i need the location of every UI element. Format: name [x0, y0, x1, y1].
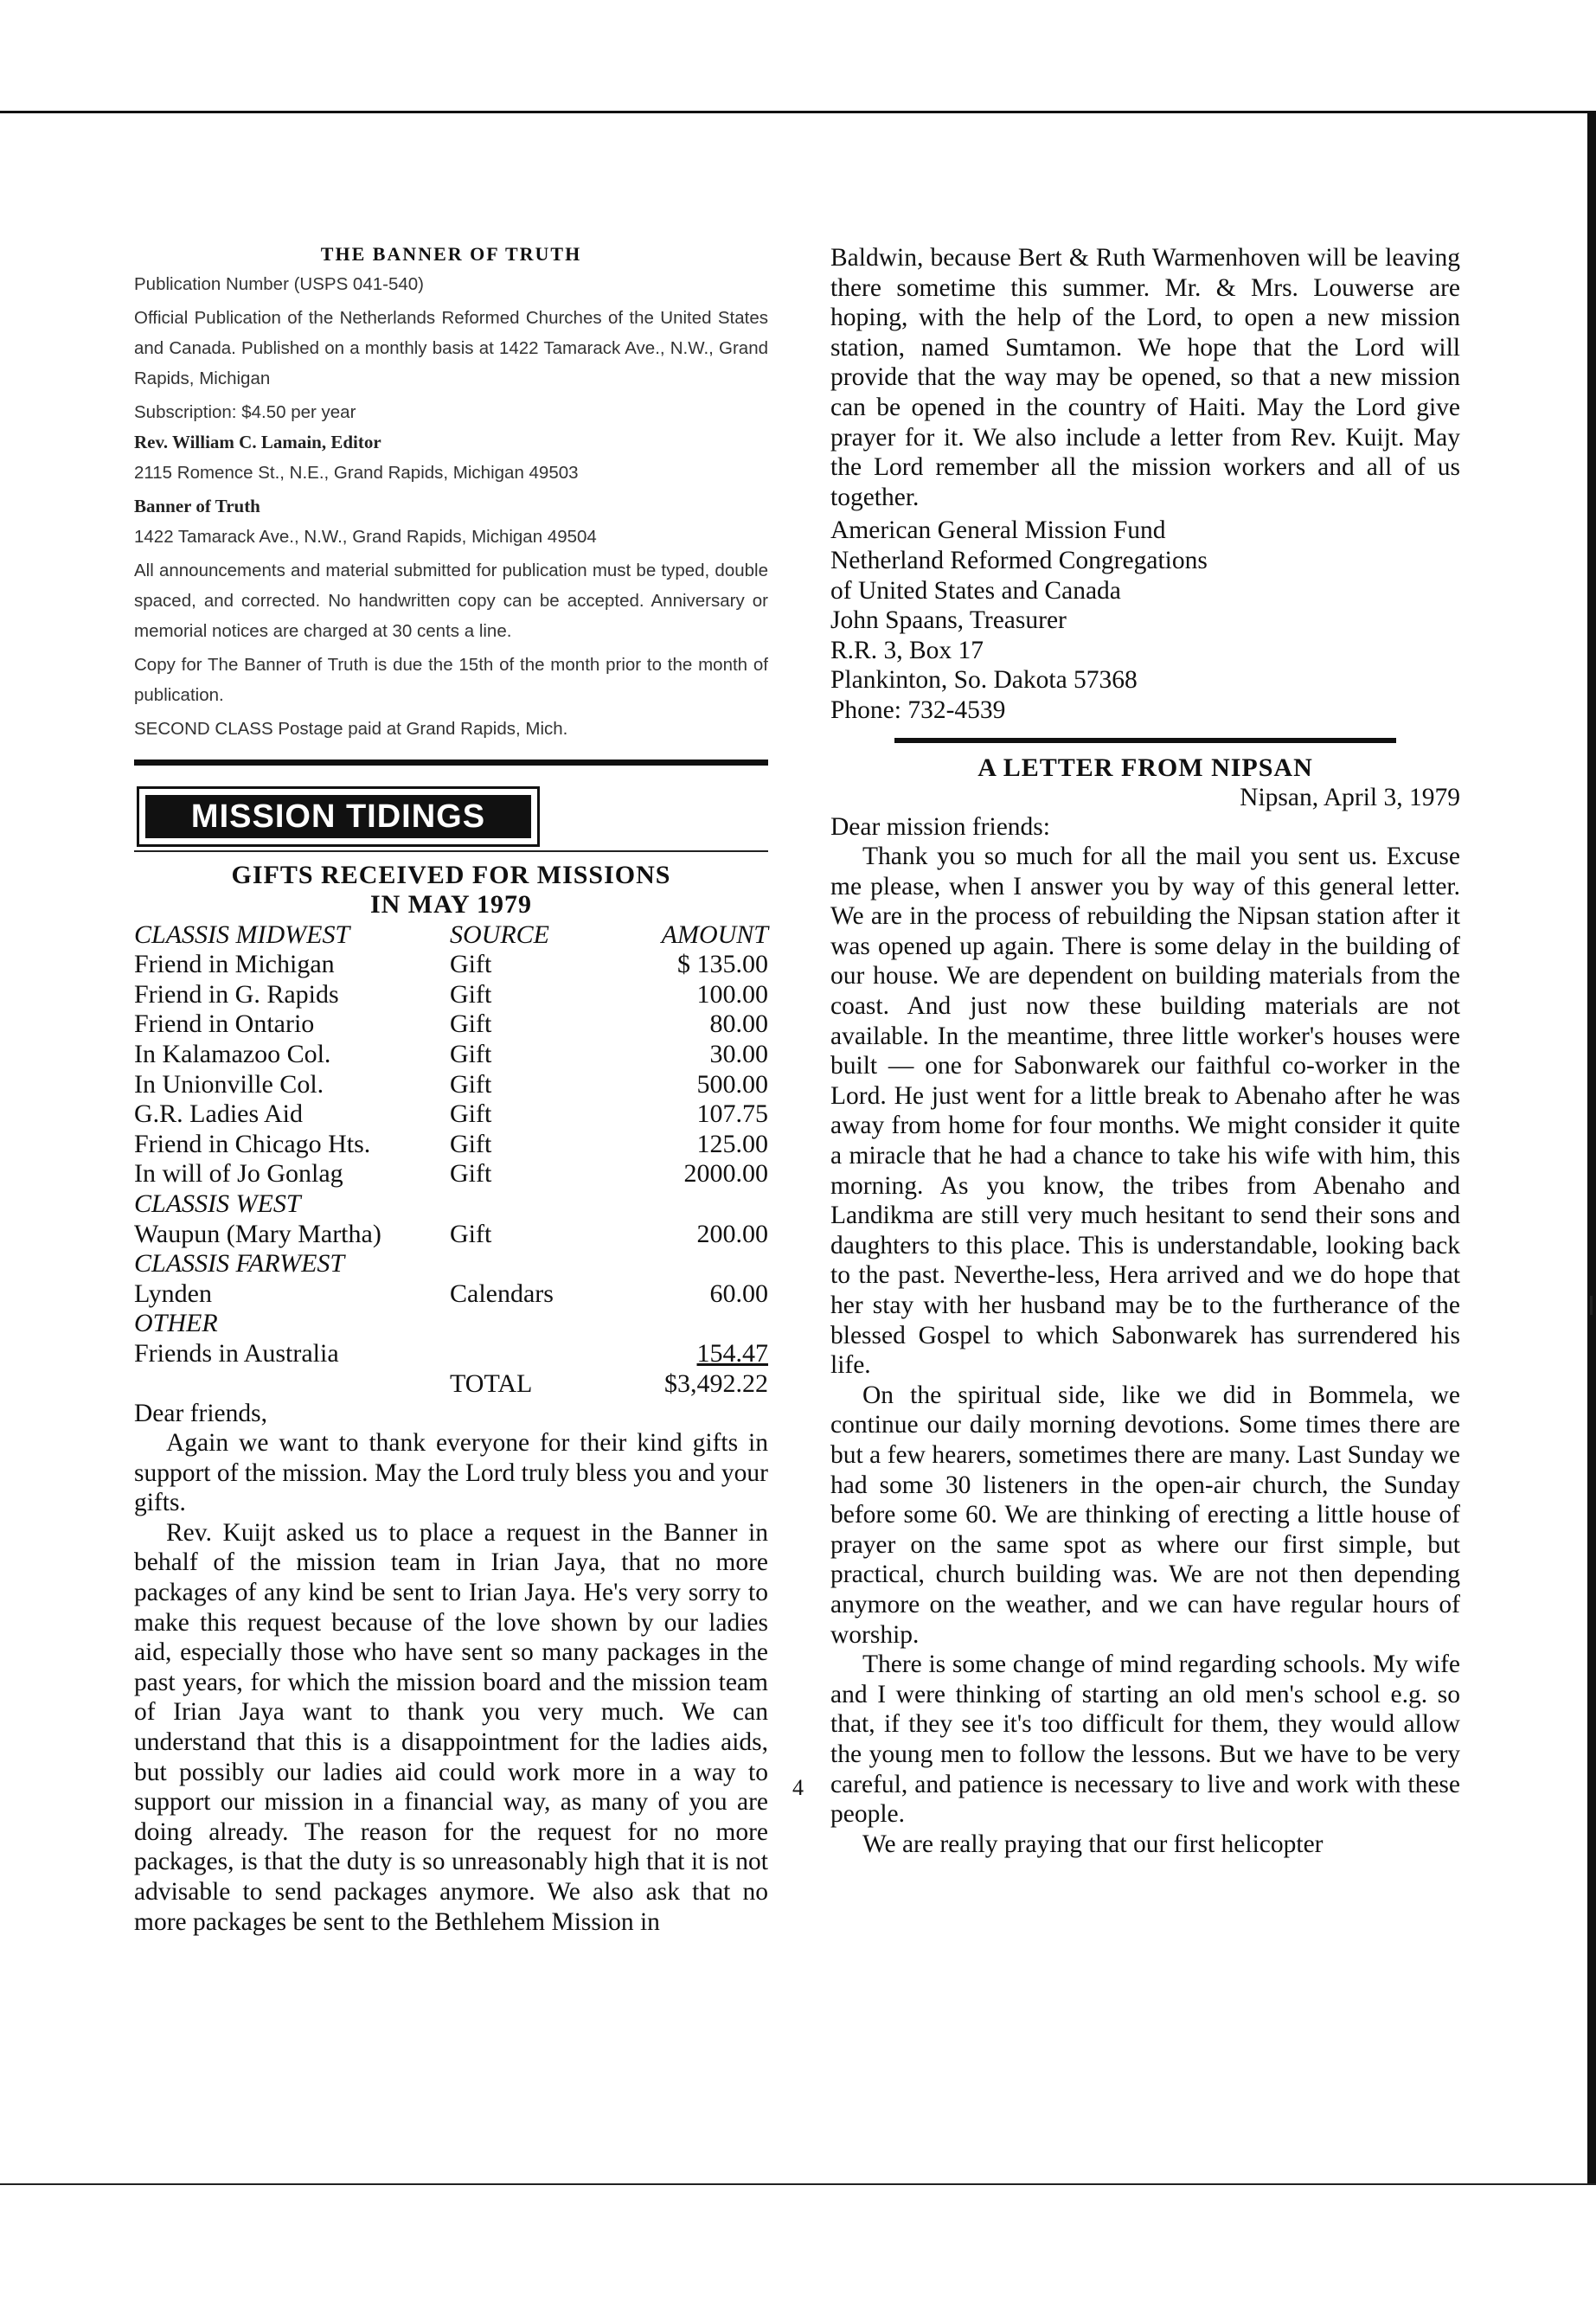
bottom-rule — [0, 2183, 1596, 2185]
gifts-table — [134, 920, 768, 1399]
top-rule — [0, 111, 1596, 113]
right-continuation — [830, 243, 1460, 512]
table-header-row — [134, 920, 768, 950]
address-line: R.R. 3, Box 17 — [830, 636, 984, 664]
address-line: John Spaans, Treasurer — [830, 606, 1067, 635]
table-row: Friend in G. Rapids Gift 100.00 — [134, 979, 768, 1009]
paragraph: We are really praying that our first helicopter — [862, 1830, 1324, 1858]
continuation-paragraph: Baldwin, because Bert & Ruth Warmenhoven will be leaving there sometime this summer. Mr. & Mrs. Louwerse are hoping, with the help of the Lord, to open a new mission station, named Sumtamon. We hope that the Lord will provide that the way may be opened, so that a new mission can be opened in the country of Haiti. May the Lord give prayer for it. We also include a letter from Rev. Kuijt. May the Lord remember all the mission workers and all of us together. — [830, 244, 1460, 511]
masthead-title: THE BANNER OF TRUTH — [320, 243, 582, 265]
table-row: In Unionville Col. Gift 500.00 — [134, 1069, 768, 1099]
postage-notice: SECOND CLASS Postage paid at Grand Rapids, Mich. — [134, 719, 568, 739]
classis-west-label: CLASSIS WEST — [134, 1189, 301, 1218]
total-label: TOTAL — [450, 1368, 533, 1398]
org-address: 1422 Tamarack Ave., N.W., Grand Rapids, Michigan 49504 — [134, 527, 597, 547]
address-line: American General Mission Fund — [830, 516, 1166, 545]
total-amount: $3,492.22 — [664, 1368, 768, 1398]
right-edge-bar — [1587, 111, 1596, 2183]
left-column — [134, 239, 768, 1937]
copy-due-notice: Copy for The Banner of Truth is due the 15th of the month prior to the month of publication. — [134, 655, 768, 705]
banner-rule — [134, 850, 768, 852]
page-number: 4 — [792, 1775, 804, 1800]
nipsan-letter-body — [830, 812, 1460, 1860]
paragraph: Thank you so much for all the mail you sent us. Excuse me please, when I answer you by way of this general letter. We are in the process of rebuilding the Nipsan station after it was opened up again. There is some delay in the building of our house. We are dependent on building materials from the coast. And just now these building materials are not available. In the meantime, three little worker's houses were built — one for Sabonwarek our faithful co-worker in the Lord. He just went for a little break to Abenaho after he was away from home for four months. We might consider it quite a miracle that he had a chance to take his wife with him, this morning. As you know, the tribes from Abenaho and Landikma are still very much hesitant to send their sons and daughters to this place. This is understandable, looking back to the past. Neverthe-less, Hera arrived and we do hope that her stay with her husband may be to the furtherance of the blessed Gospel to which Sabonwarek has surrendered his life. — [830, 843, 1460, 1380]
col-source: SOURCE — [450, 920, 549, 949]
table-row: Friend in Chicago Hts. Gift 125.00 — [134, 1129, 768, 1158]
banner-title: MISSION TIDINGS — [145, 795, 531, 838]
right-column — [830, 243, 1460, 1859]
greeting: Dear friends, — [134, 1399, 267, 1427]
publication-number: Publication Number (USPS 041-540) — [134, 274, 424, 294]
other-label: OTHER — [134, 1309, 218, 1338]
table-row: Waupun (Mary Martha) Gift 200.00 — [134, 1219, 768, 1248]
org-name: Banner of Truth — [134, 496, 260, 516]
gifts-heading-line1: GIFTS RECEIVED FOR MISSIONS — [231, 861, 671, 889]
section-banner — [134, 786, 768, 845]
table-row: Lynden Calendars 60.00 — [134, 1279, 768, 1308]
table-row: Friend in Ontario Gift 80.00 — [134, 1009, 768, 1039]
fund-address — [830, 516, 1460, 725]
table-row: Friends in Australia 154.47 — [134, 1338, 768, 1368]
gifts-heading — [134, 861, 768, 920]
left-letter-body — [134, 1399, 768, 1938]
banner-frame — [137, 786, 540, 847]
announcements-notice: All announcements and material submitted for publication must be typed, double spaced, and corrected. No handwritten copy can be accepted. Anniversary or memorial notices are charged at 30 cents a line. — [134, 561, 768, 641]
paragraph: Rev. Kuijt asked us to place a request in the Banner in behalf of the mission team in Irian Jaya, that no more packages of any kind be sent to Irian Jaya. He's very sorry to make this request because of the love shown by our ladies aid, especially those who have sent so many packages in the past years, for which the mission board and the mission team of Irian Jaya want to thank you very much. We can understand that this is a disappointment for the ladies aids, but possibly our ladies aid could work more in a way to support our mission in a financial way, as many of you are doing already. The reason for the request for no more packages, is that the duty is so unreasonably high that it is not advisable to send packages anymore. We also ask that no more packages be sent to the Bethlehem Mission in — [134, 1518, 768, 1936]
address-line: Phone: 732-4539 — [830, 695, 1006, 724]
table-row: In Kalamazoo Col. Gift 30.00 — [134, 1039, 768, 1068]
dateline: Nipsan, April 3, 1979 — [1240, 783, 1460, 811]
total-row — [134, 1368, 768, 1399]
address-line: Netherland Reformed Congregations — [830, 546, 1208, 574]
editor: Rev. William C. Lamain, Editor — [134, 432, 381, 452]
masthead-rule — [134, 760, 768, 766]
margin-mark — [1590, 1296, 1593, 1315]
section-rule — [894, 738, 1396, 743]
masthead — [134, 239, 768, 744]
col-amount: AMOUNT — [661, 920, 768, 949]
table-row: G.R. Ladies Aid Gift 107.75 — [134, 1099, 768, 1129]
paragraph: There is some change of mind regarding schools. My wife and I were thinking of starting an old men's school e.g. so that, if they see it's too difficult for them, they would allow the young men to follow the lessons. But we have to be very careful, and patience is necessary to live and work with these people. — [830, 1650, 1460, 1829]
subscription: Subscription: $4.50 per year — [134, 402, 356, 422]
col-classis: CLASSIS MIDWEST — [134, 920, 350, 949]
gifts-heading-line2: IN MAY 1979 — [369, 890, 533, 919]
paragraph: On the spiritual side, like we did in Bommela, we continue our daily morning devotions. Some times there are but a few hearers, sometimes there are many. Last Sunday we had some 30 listeners in the open-air church, the Sunday before some 60. We are thinking of erecting a little house of prayer on the same spot as where our first simple, but practical, church building was. We are not then depending anymore on the weather, and we can have regular hours of worship. — [830, 1381, 1460, 1649]
salutation: Dear mission friends: — [830, 812, 1050, 841]
address-line: of United States and Canada — [830, 576, 1121, 605]
letter-heading: A LETTER FROM NIPSAN — [977, 753, 1313, 782]
editor-address: 2115 Romence St., N.E., Grand Rapids, Michigan 49503 — [134, 463, 579, 483]
paragraph: Again we want to thank everyone for their kind gifts in support of the mission. May the Lord truly bless you and your gifts. — [134, 1429, 768, 1517]
official-notice: Official Publication of the Netherlands Reformed Churches of the United States and Canada. Published on a monthly basis at 1422 Tamarack Ave., N.W., Grand Rapids, Michigan — [134, 308, 768, 388]
address-line: Plankinton, So. Dakota 57368 — [830, 666, 1138, 695]
classis-farwest-label: CLASSIS FARWEST — [134, 1249, 345, 1279]
table-row: Friend in Michigan Gift $ 135.00 — [134, 950, 768, 979]
table-row: In will of Jo Gonlag Gift 2000.00 — [134, 1159, 768, 1189]
